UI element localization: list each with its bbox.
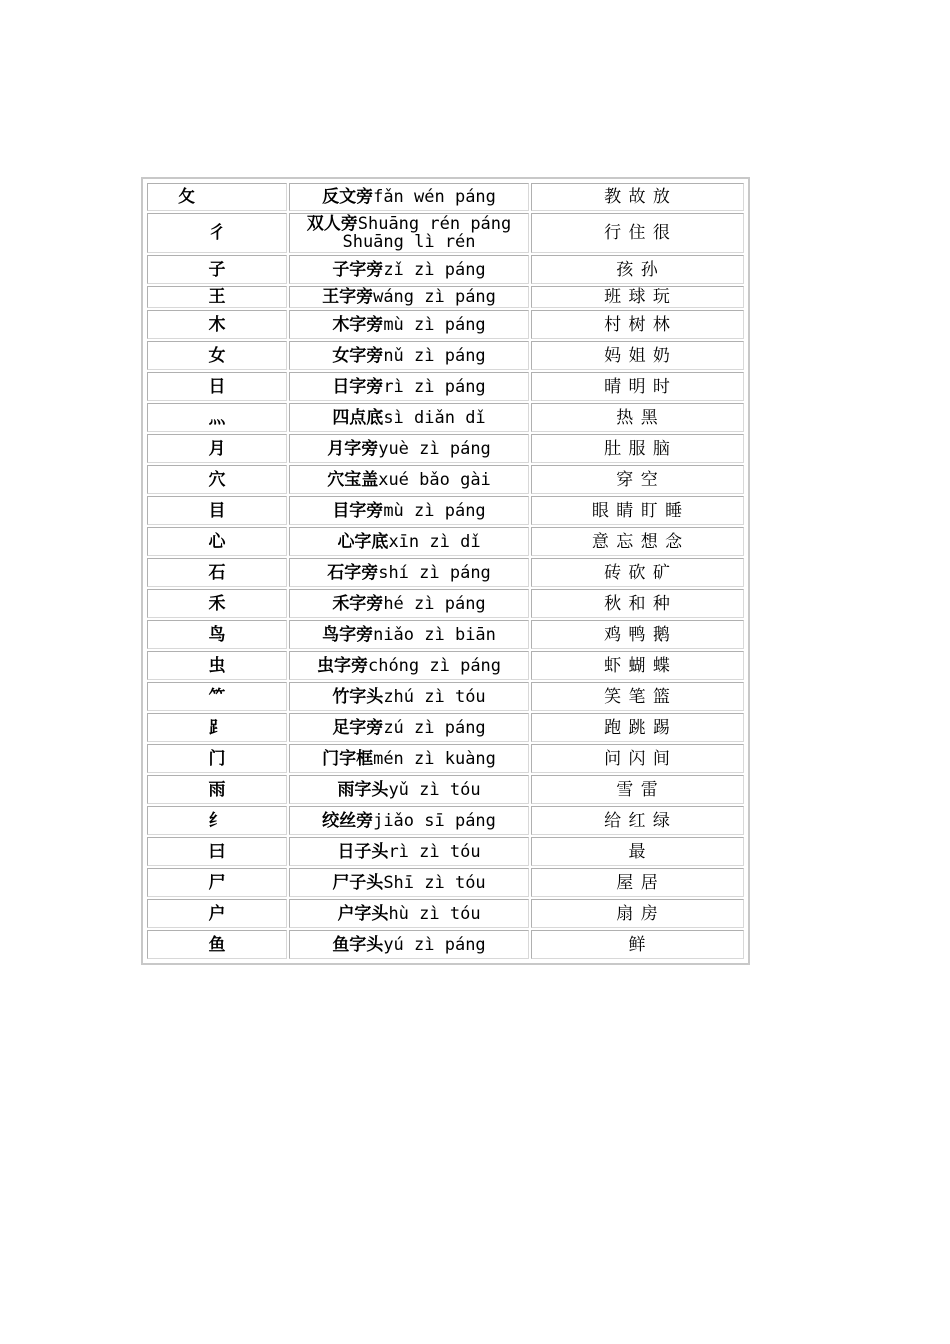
radical-pinyin: xīn zì dǐ [388, 531, 481, 552]
radical-name-cell [289, 899, 529, 928]
example-characters-cell: 扇 房 [531, 899, 744, 928]
radical-name-cell [289, 403, 529, 432]
radical-pinyin: Shuāng rén páng [357, 214, 512, 234]
radical-pinyin: wáng zì páng [373, 287, 496, 307]
radical-name-cell [289, 372, 529, 401]
radical-pinyin: zǐ zì páng [383, 259, 486, 280]
radical-cell: 目 [147, 496, 287, 525]
radical-name-cell [289, 183, 529, 211]
example-characters-cell: 给 红 绿 [531, 806, 744, 835]
example-characters-cell: 意 忘 想 念 [531, 527, 744, 556]
radical-table-body [147, 183, 744, 959]
radical-name-cell [289, 286, 529, 308]
radical-pinyin: mén zì kuàng [373, 748, 496, 769]
example-characters-cell: 班 球 玩 [531, 286, 744, 308]
radical-cell: 户 [147, 899, 287, 928]
table-row [147, 496, 744, 525]
radical-cell: 心 [147, 527, 287, 556]
radical-name-cell [289, 744, 529, 773]
radical-name-cell [289, 589, 529, 618]
radical-pinyin: xué bǎo gài [378, 469, 491, 490]
table-row [147, 682, 744, 711]
radical-cell: 月 [147, 434, 287, 463]
radical-pinyin: hù zì tóu [388, 903, 481, 924]
radical-cell: 纟 [147, 806, 287, 835]
table-row [147, 806, 744, 835]
radical-name: 门字框 [322, 748, 374, 769]
example-characters-cell: 行 住 很 [531, 213, 744, 253]
example-characters-cell: 妈 姐 奶 [531, 341, 744, 370]
table-row [147, 465, 744, 494]
radical-name: 木字旁 [332, 314, 384, 335]
example-characters-cell: 村 树 林 [531, 310, 744, 339]
radical-pinyin: rì zì tóu [388, 841, 481, 862]
radical-cell: 鸟 [147, 620, 287, 649]
radical-cell: 木 [147, 310, 287, 339]
radical-cell: 穴 [147, 465, 287, 494]
radical-name: 日子头 [337, 841, 389, 862]
radical-name: 目字旁 [332, 500, 384, 521]
radical-name-cell [289, 837, 529, 866]
radical-pinyin: zhú zì tóu [383, 686, 486, 707]
radical-name: 禾字旁 [332, 593, 384, 614]
radical-cell: 王 [147, 286, 287, 308]
radical-name: 双人旁 [306, 214, 358, 234]
radical-pinyin: nǔ zì páng [383, 345, 486, 366]
table-row [147, 837, 744, 866]
radical-cell: 门 [147, 744, 287, 773]
radical-name-cell [289, 310, 529, 339]
radical-name: 户字头 [337, 903, 389, 924]
radical-cell: 禾 [147, 589, 287, 618]
radical-name: 雨字头 [337, 779, 389, 800]
example-characters-cell: 教 故 放 [531, 183, 744, 211]
radical-pinyin: chóng zì páng [367, 655, 502, 676]
radical-pinyin: mù zì páng [383, 314, 486, 335]
radical-name-cell [289, 713, 529, 742]
radical-name-cell [289, 213, 529, 253]
radical-pinyin: fǎn wén páng [373, 187, 496, 207]
radical-name-cell [289, 620, 529, 649]
table-row [147, 255, 744, 284]
table-row [147, 286, 744, 308]
table-row [147, 558, 744, 587]
radical-name: 绞丝旁 [322, 810, 374, 831]
radical-pinyin: yǔ zì tóu [388, 779, 481, 800]
radical-name: 心字底 [337, 531, 389, 552]
example-characters-cell: 雪 雷 [531, 775, 744, 804]
example-characters-cell: 问 闪 间 [531, 744, 744, 773]
example-characters-cell: 鲜 [531, 930, 744, 959]
radical-name-cell [289, 434, 529, 463]
example-characters-cell: 秋 和 种 [531, 589, 744, 618]
example-characters-cell: 肚 服 脑 [531, 434, 744, 463]
radical-name-cell [289, 930, 529, 959]
radical-pinyin: Shī zì tóu [383, 872, 486, 893]
example-characters-cell: 眼 睛 盯 睡 [531, 496, 744, 525]
example-characters-cell: 虾 蝴 蝶 [531, 651, 744, 680]
radical-cell: 彳 [147, 213, 287, 253]
radical-cell: 女 [147, 341, 287, 370]
example-characters-cell: 孩 孙 [531, 255, 744, 284]
radical-cell: 攵 [147, 183, 287, 211]
table-row [147, 899, 744, 928]
radical-pinyin: yú zì páng [383, 934, 486, 955]
radical-name: 石字旁 [327, 562, 379, 583]
radical-name-cell [289, 465, 529, 494]
radical-pinyin: mù zì páng [383, 500, 486, 521]
table-row [147, 620, 744, 649]
radical-table-container [141, 177, 750, 965]
radical-name-cell [289, 775, 529, 804]
table-row [147, 744, 744, 773]
radical-name-cell [289, 558, 529, 587]
table-row [147, 589, 744, 618]
table-row [147, 403, 744, 432]
table-row [147, 930, 744, 959]
radical-table [145, 181, 746, 961]
radical-pinyin: hé zì páng [383, 593, 486, 614]
example-characters-cell: 热 黑 [531, 403, 744, 432]
radical-cell: ⻊ [147, 713, 287, 742]
radical-name: 足字旁 [332, 717, 384, 738]
radical-pinyin: jiǎo sī páng [373, 810, 496, 831]
radical-cell: 子 [147, 255, 287, 284]
table-row [147, 213, 744, 253]
example-characters-cell: 穿 空 [531, 465, 744, 494]
radical-name-cell [289, 496, 529, 525]
radical-pinyin-alt: Shuāng lì rén [342, 232, 476, 252]
table-row [147, 341, 744, 370]
radical-cell: 尸 [147, 868, 287, 897]
radical-name: 虫字旁 [316, 655, 368, 676]
table-row [147, 775, 744, 804]
example-characters-cell: 笑 笔 篮 [531, 682, 744, 711]
radical-name: 四点底 [332, 407, 384, 428]
radical-name: 反文旁 [322, 187, 374, 207]
radical-name: 女字旁 [332, 345, 384, 366]
radical-name: 鸟字旁 [322, 624, 374, 645]
radical-cell: 灬 [147, 403, 287, 432]
radical-pinyin: yuè zì páng [378, 438, 491, 459]
example-characters-cell: 最 [531, 837, 744, 866]
table-row [147, 527, 744, 556]
radical-pinyin: sì diǎn dǐ [383, 407, 486, 428]
example-characters-cell: 砖 砍 矿 [531, 558, 744, 587]
table-row [147, 651, 744, 680]
radical-name: 子字旁 [332, 259, 384, 280]
radical-name-cell [289, 341, 529, 370]
example-characters-cell: 鸡 鸭 鹅 [531, 620, 744, 649]
radical-pinyin: zú zì páng [383, 717, 486, 738]
table-row [147, 434, 744, 463]
radical-cell: 虫 [147, 651, 287, 680]
radical-name-cell [289, 806, 529, 835]
radical-name-cell [289, 868, 529, 897]
table-row [147, 372, 744, 401]
radical-pinyin: niǎo zì biān [373, 624, 496, 645]
radical-cell: 雨 [147, 775, 287, 804]
radical-name-cell [289, 255, 529, 284]
table-row [147, 713, 744, 742]
radical-name: 月字旁 [327, 438, 379, 459]
example-characters-cell: 晴 明 时 [531, 372, 744, 401]
radical-name-cell [289, 651, 529, 680]
radical-name: 尸子头 [332, 872, 384, 893]
table-row [147, 183, 744, 211]
radical-cell: ⺮ [147, 682, 287, 711]
radical-name: 竹字头 [332, 686, 384, 707]
example-characters-cell: 跑 跳 踢 [531, 713, 744, 742]
radical-name: 王字旁 [322, 287, 374, 307]
radical-cell: 曰 [147, 837, 287, 866]
radical-name: 日字旁 [332, 376, 384, 397]
radical-name-cell [289, 682, 529, 711]
radical-cell: 石 [147, 558, 287, 587]
radical-name-cell [289, 527, 529, 556]
radical-name: 鱼字头 [332, 934, 384, 955]
radical-pinyin: shí zì páng [378, 562, 491, 583]
radical-pinyin: rì zì páng [383, 376, 486, 397]
radical-cell: 日 [147, 372, 287, 401]
example-characters-cell: 屋 居 [531, 868, 744, 897]
radical-cell: 鱼 [147, 930, 287, 959]
table-row [147, 868, 744, 897]
radical-name: 穴宝盖 [327, 469, 379, 490]
table-row [147, 310, 744, 339]
